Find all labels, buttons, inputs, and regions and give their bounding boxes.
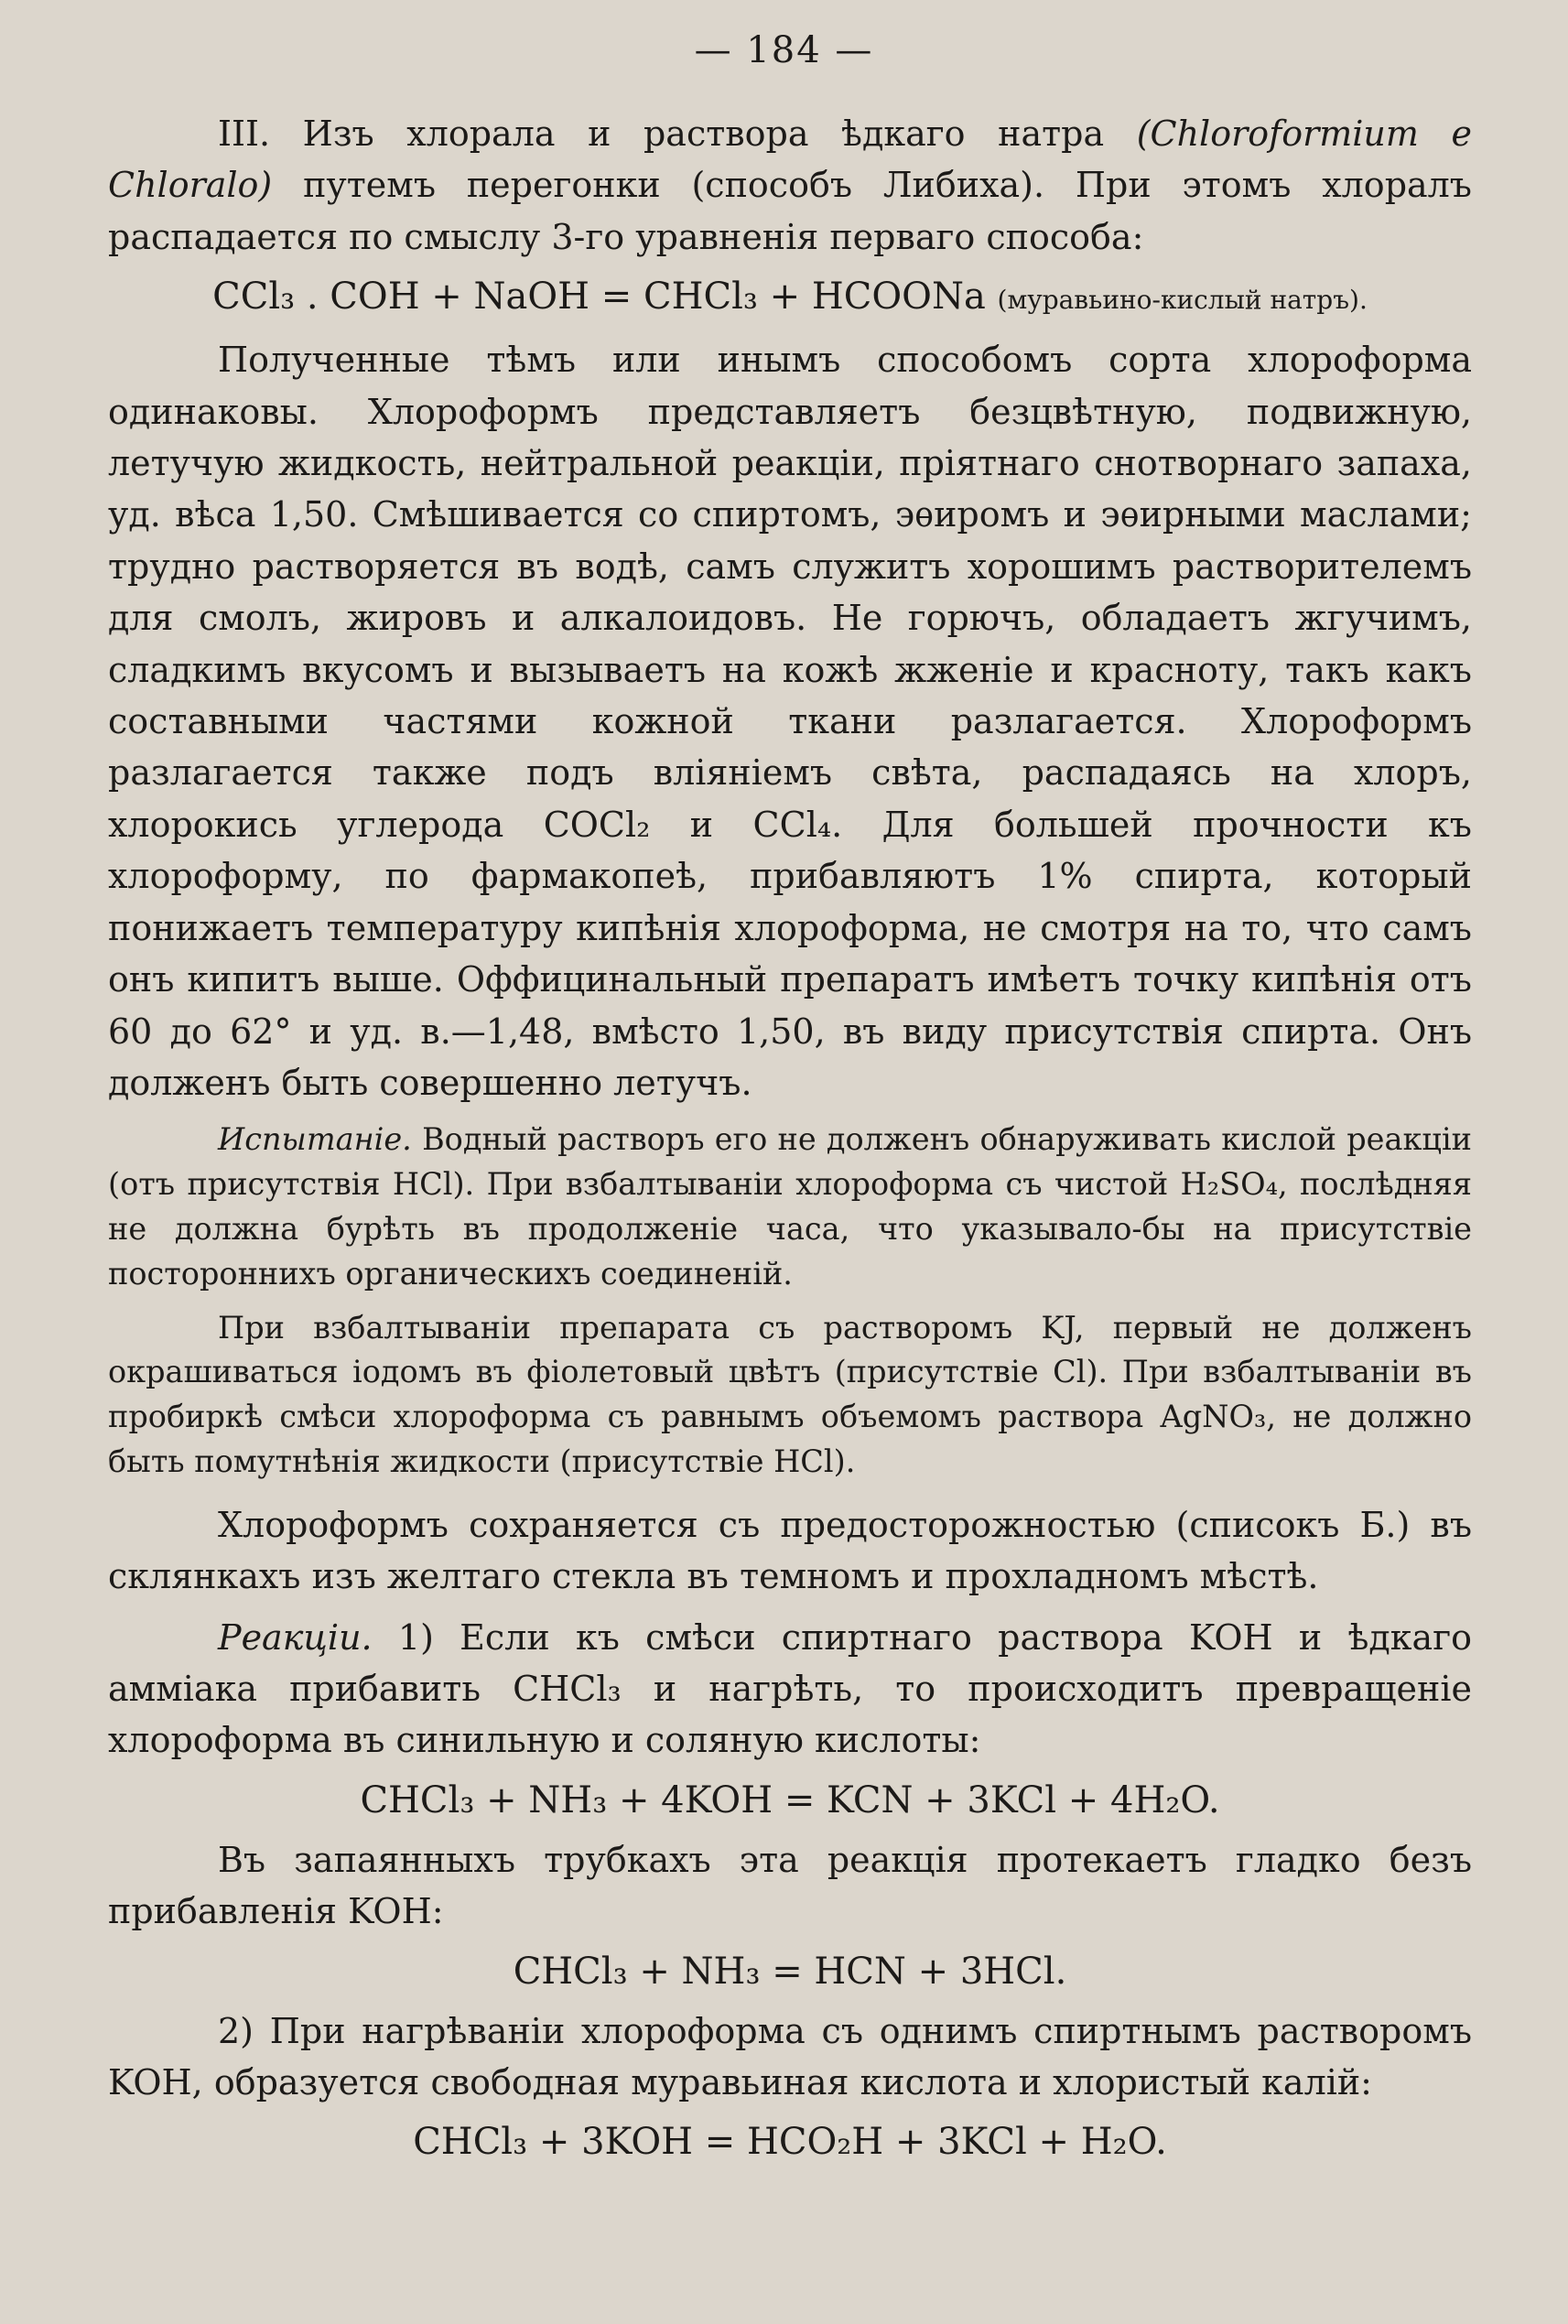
page-body (108, 108, 1472, 2176)
paragraph-testing (108, 1118, 1472, 1296)
paragraph-properties: Полученные тѣмъ или инымъ способомъ сорта хлороформа одинаковы. Хлороформъ представляетъ безцвѣтную, подвижную, летучую жидкость, нейтральной реакціи, пріятнаго снотворнаго запаха, уд. вѣса 1,50. Смѣшивается со спиртомъ, эѳиромъ и эѳирными маслами; трудно растворяется въ водѣ, самъ служитъ хорошимъ растворителемъ для смолъ, жировъ и алкалоидовъ. Не горючъ, обладаетъ жгучимъ, сладкимъ вкусомъ и вызываетъ на кожѣ жженіе и красноту, такъ какъ составными частями кожной ткани разлагается. Хлороформъ разлагается также подъ вліяніемъ свѣта, распадаясь на хлоръ, хлорокись углерода COCl₂ и CCl₄. Для большей прочности къ хлороформу, по фармакопеѣ, прибавляютъ 1% спирта, который понижаетъ температуру кипѣнія хлороформа, не смотря на то, что самъ онъ кипитъ выше. Оффицинальный препаратъ имѣетъ точку кипѣнія отъ 60 до 62° и уд. в.—1,48, вмѣсто 1,50, въ виду присутствія спирта. Онъ долженъ быть совершенно летучъ. (108, 340, 1472, 1103)
paragraph-text: III. Изъ хлорала и раствора ѣдкаго натра (218, 113, 1137, 154)
paragraph-kj-test: При взбалтываніи препарата съ растворомъ KJ, первый не долженъ окрашиваться іодомъ въ фіолетовый цвѣтъ (присутствіе Cl). При взбалтываніи въ пробиркѣ смѣси хлороформа съ равнымъ объемомъ раствора AgNO₃, не должно быть помутнѣнія жидкости (присутствіе HCl). (108, 1309, 1472, 1479)
equation-3: CHCl₃ + NH₃ = HCN + 3HCl. (513, 1950, 1067, 1993)
paragraph-reaction-2: 2) При нагрѣваніи хлороформа съ однимъ спиртнымъ растворомъ KOH, образуется свободная муравьиная кислота и хлористый калій: (108, 2010, 1472, 2102)
paragraph-text: путемъ перегонки (способъ Либиха). При этомъ хлоралъ распадается по смыслу 3-го уравненія перваго способа: (108, 165, 1472, 257)
paragraph-reactions (108, 1612, 1472, 1767)
section-heading-testing: Испытаніе. (218, 1121, 412, 1158)
page-number: — 184 — (694, 29, 874, 71)
equation-2: CHCl₃ + NH₃ + 4KOH = KCN + 3KCl + 4H₂O. (360, 1778, 1220, 1821)
paragraph-sealed-tubes: Въ запаянныхъ трубкахъ эта реакція протекаетъ гладко безъ прибавленія KOH: (108, 1839, 1472, 1932)
latin-name: (Chloroformium e Chloralo) (108, 113, 1472, 206)
paragraph-method-3 (108, 108, 1472, 263)
equation-text: CCl₃ . COH + NaOH = CHCl₃ + HCOONa (212, 276, 986, 319)
equation-1 (108, 268, 1472, 329)
section-heading-reactions: Реакціи. (218, 1616, 373, 1658)
equation-note: (муравьино-кислый натръ). (997, 285, 1368, 316)
paragraph-text: Водный растворъ его не долженъ обнаруживать кислой реакціи (отъ присутствія HCl). При взбалтываніи хлороформа съ чистой H₂SO₄, послѣдняя не должна бурѣть въ продолженіе часа, что указывало-бы на присутствіе постороннихъ органическихъ соединеній. (108, 1121, 1472, 1292)
equation-4: CHCl₃ + 3KOH = HCO₂H + 3KCl + H₂O. (413, 2121, 1167, 2164)
paragraph-storage: Хлороформъ сохраняется съ предосторожностью (списокъ Б.) въ склянкахъ изъ желтаго стекла въ темномъ и прохладномъ мѣстѣ. (108, 1504, 1472, 1597)
paragraph-text: 1) Если къ смѣси спиртнаго раствора KOH и ѣдкаго амміака прибавить CHCl₃ и нагрѣть, то происходитъ превращеніе хлороформа въ синильную и соляную кислоты: (108, 1616, 1472, 1761)
